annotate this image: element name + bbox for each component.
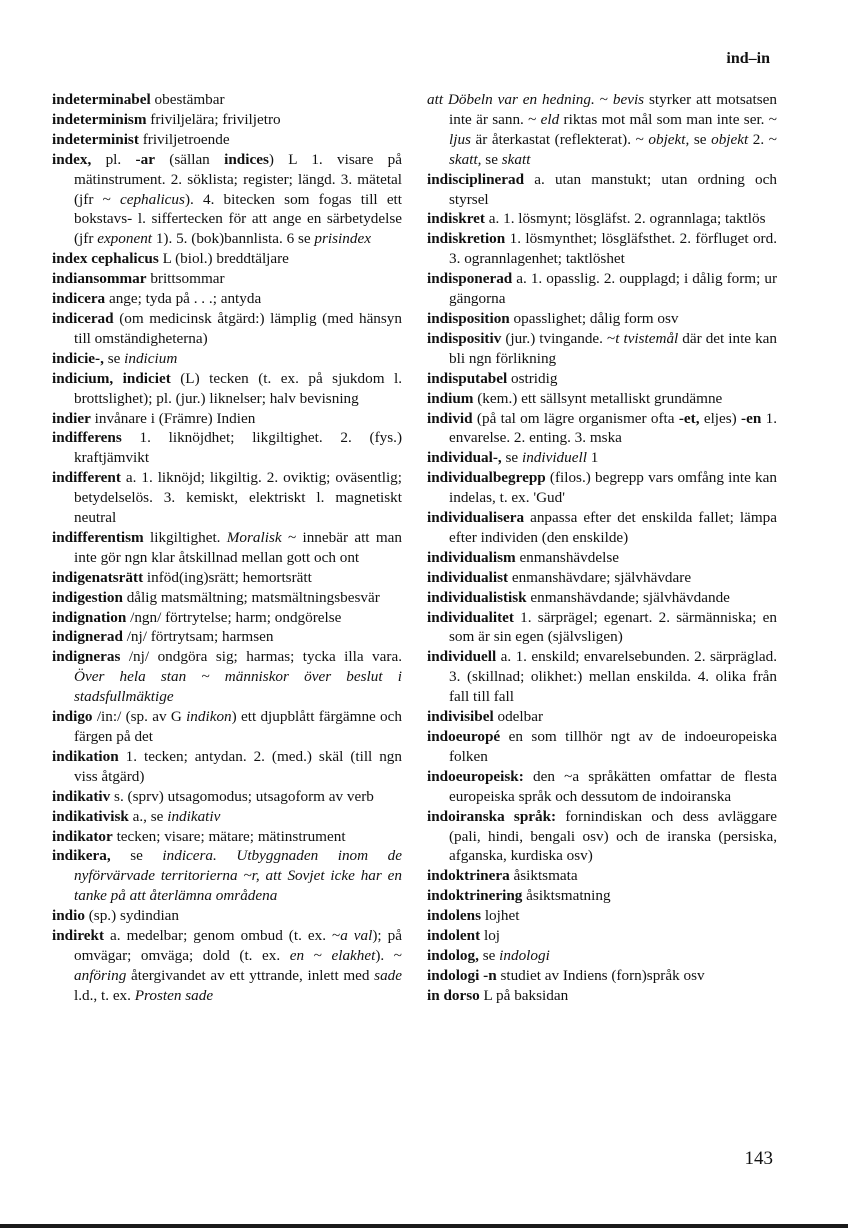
page-number: 143 [744,1148,773,1169]
definition-text: där det inte kan bli ngn förlikning [449,329,777,367]
dictionary-entry [52,608,402,628]
headword: indier [52,409,91,427]
definition-text: 1. särprägel; egenart. 2. särmänniska; en som är sin egen (självsligen) [449,608,777,646]
right-column [427,90,777,1006]
definition-text: enmanshävdelse [515,548,619,566]
italic-text: individuell [521,449,587,467]
definition-text: se [110,847,163,865]
dictionary-entry [52,269,402,289]
headword: indiansommar [52,270,147,288]
dictionary-entry [427,409,777,449]
definition-text: den ~a språkätten omfattar de flesta europeiska språk och dessutom de indoiranska [449,767,777,805]
definition-text: anpassa efter det enskilda fallet; lämpa efter individen (den enskilde) [449,509,777,546]
headword: individualistisk [427,588,527,606]
definition-text: L (biol.) breddtäljare [158,250,289,268]
dictionary-entry [427,966,777,986]
dictionary-entry [427,608,777,648]
dictionary-entry [427,448,777,468]
headword: indignation [52,608,127,626]
definition-text: a. 1. liknöjd; likgiltig. 2. oviktig; oväsentlig; betydelselös. 3. kemiskt, elektriskt l. magnetiskt neutral [74,469,402,527]
dictionary-entry [427,647,777,707]
definition-text: ) ett djupblått färgämne och färgen på det [74,708,402,745]
headword: indiskretion [427,230,506,248]
definition-text: se [501,449,522,467]
italic-text: att Döbeln var en hedning. [427,91,595,108]
italic-text: skatt, [449,150,482,168]
definition-text: ). 4. bitecken som fogas till ett bokstavs- l. siffertecken för att ange en särbetydelse (jfr [74,190,402,248]
definition-text: (filos.) begrepp vars omfång inte kan indelas, t. ex. 'Gud' [449,469,777,507]
dictionary-entry [427,727,777,767]
headword: indolent [427,927,481,945]
dictionary-entry [52,289,402,309]
definition-text: eljes) [699,409,742,427]
headword: indoktrinera [427,867,510,885]
italic-text: indikon [186,708,232,726]
dictionary-entry [427,229,777,269]
headword: indigneras [52,648,121,666]
dictionary-entry [427,389,777,409]
dictionary-entry [427,269,777,309]
italic-text: anföring [74,966,127,984]
definition-text: 2. ~ [748,130,777,148]
definition-text: ~ [304,946,332,964]
italic-text: eld [540,110,560,128]
italic-text: indologi [499,946,550,964]
dictionary-entry [52,747,402,787]
headword: individuell [427,648,497,666]
definition-text: (L) tecken (t. ex. på sjukdom l. brottslighet); pl. (jur.) liknelser; halv bevisning [74,369,402,407]
headword: indisposition [427,309,510,327]
headword: indices [224,150,269,168]
definition-text: likgiltighet. [143,528,227,546]
headword: indologi -n [427,966,497,984]
headword: indigo [52,708,93,726]
definition-text: ~ [594,91,613,108]
definition-text: inföd(ing)srätt; hemortsrätt [143,568,312,586]
dictionary-entry [52,588,402,608]
definition-text: enmanshävdare; självhävdare [508,568,692,586]
definition-text: (kem.) ett sällsynt metalliskt grundämne [473,389,723,407]
dictionary-entry [52,647,402,707]
headword: -en [741,409,762,427]
dictionary-entry [52,369,402,409]
italic-text: indikativ [167,807,221,825]
italic-text: cephalicus [119,190,185,208]
dictionary-entry [52,249,402,269]
dictionary-entry [427,568,777,588]
headword: indoiranska språk: [427,807,557,825]
headword: indifferentism [52,528,144,546]
dictionary-entry [427,90,777,170]
headword: indoeuropeisk: [427,767,524,785]
italic-text: exponent [97,230,153,248]
dictionary-entry [52,827,402,847]
definition-text: 1. lösmynthet; lösgläfsthet. 2. förfluget ord. 3. ogrannlagenhet; taktlöshet [449,230,777,268]
headword: individual-, [427,449,502,467]
headword: indikator [52,827,113,845]
headword: indivisibel [427,708,494,726]
dictionary-entry [427,369,777,389]
headword: -ar [135,150,155,168]
dictionary-entry [52,428,402,468]
dictionary-entry [427,209,777,229]
definition-text: 1. tecken; antydan. 2. (med.) skäl (till ngn viss åtgärd) [74,747,402,785]
definition-text: a. medelbar; genom ombud (t. ex. ~ [104,927,341,945]
dictionary-entry [427,588,777,608]
dictionary-entry [427,906,777,926]
definition-text: se [478,946,500,964]
definition-text: /in:/ (sp. av G [92,708,187,726]
headword: indicerad [52,309,114,327]
definition-text: 1). 5. (bok)bannlista. 6 se [152,230,315,248]
definition-text: riktas mot mål som man inte ser. ~ [559,110,777,128]
headword: indicium, indiciet [52,369,171,387]
definition-text: a. 1. enskild; envarelsebunden. 2. särpräglad. 3. (skillnad; olikhet:) mellan enskilda. 4. olika från fall till fall [449,648,777,706]
headword: indirekt [52,927,105,945]
headword: indoeuropé [427,728,501,745]
bottom-edge [0,1224,848,1228]
headword: indispositiv [427,329,502,347]
dictionary-entry [52,627,402,647]
definition-text: fornindiskan och dess avläggare (pali, hindi, bengali osv) och de iranska (persiska, afganska, kurdiska osv) [449,807,777,865]
headword: indifferent [52,469,121,487]
definition-text: friviljetroende [138,130,230,148]
dictionary-entry [52,528,402,568]
headword: indifferens [52,429,122,447]
definition-text: en som tillhör ngt av de indoeuropeiska folken [449,728,777,765]
headword: individ [427,409,473,427]
italic-text: indicera. Utbyggnaden inom de nyförvärvade territorierna ~r, att Sovjet icke har en tanke på att återlämna områdena [74,847,402,905]
headword: individualbegrepp [427,469,546,487]
dictionary-entry [52,150,402,250]
dictionary-entry [427,767,777,807]
headword: indicie-, [52,349,104,367]
definition-text: /nj/ förtrytsam; harmsen [122,628,274,646]
dictionary-entry [52,807,402,827]
dictionary-entry [427,886,777,906]
dictionary-entry [52,349,402,369]
definition-text: loj [480,927,501,945]
definition-text: opasslighet; dålig form osv [509,309,679,327]
definition-text: a., se [128,807,168,825]
headword: indolog, [427,946,479,964]
italic-text: objekt, [648,130,690,148]
dictionary-entry [427,946,777,966]
definition-text: (på tal om lägre organismer ofta [472,409,679,427]
headword: indikera, [52,847,111,865]
headword: indigestion [52,588,123,606]
dictionary-entry [427,707,777,727]
definition-text: åsiktsmatning [522,887,611,905]
headword: indeterminism [52,110,147,128]
headword: indikativisk [52,807,129,825]
headword: in dorso [427,986,480,1004]
dictionary-entry [52,110,402,130]
dictionary-entry [52,926,402,1006]
definition-text: studiet av Indiens (forn)språk osv [496,966,705,984]
dictionary-entry [427,986,777,1006]
definition-text: ). ~ [375,946,403,964]
headword: indikation [52,747,119,765]
definition-text: s. (sprv) utsagomodus; utsagoform av verb [110,787,374,805]
italic-text: elakhet [331,946,376,964]
definition-text: /nj/ ondgöra sig; harmas; tycka illa vara. [120,648,402,666]
italic-text: objekt [711,130,749,148]
definition-text: enmanshävdande; självhävdande [526,588,730,606]
dictionary-entry [52,906,402,926]
headword: individualist [427,568,509,586]
definition-text: (om medicinsk åtgärd:) lämplig (med hänsyn till omständigheterna) [74,309,402,347]
italic-text: bevis [612,91,645,108]
definition-text: lojhet [481,907,520,925]
left-column [52,90,402,1006]
italic-text: skatt [501,150,531,168]
dictionary-entry [427,866,777,886]
dictionary-entry [52,707,402,747]
definition-text: l.d., t. ex. [74,986,135,1004]
definition-text: se [689,130,712,148]
dictionary-entry [427,508,777,548]
dictionary-entry [427,926,777,946]
italic-text: en [289,946,305,964]
dictionary-entry [52,568,402,588]
definition-text: styrker att motsatsen inte är sann. ~ [449,91,777,128]
definition-text: åsiktsmata [509,867,578,885]
dictionary-entry [427,807,777,867]
definition-text: friviljelära; friviljetro [146,110,281,128]
definition-text: se [103,349,125,367]
headword: indicera [52,290,106,308]
headword: individualitet [427,608,514,626]
definition-text: ) L 1. visare på mätinstrument. 2. söklista; register; längd. 3. mätetal (jfr ~ [74,150,402,208]
definition-text: a. utan manstukt; utan ordning och styrsel [449,170,777,208]
dictionary-entry [52,787,402,807]
italic-text: sade [374,966,402,984]
definition-text: obestämbar [150,91,225,108]
definition-text: dålig matsmältning; matsmältningsbesvär [122,588,380,606]
headword: indeterminist [52,130,139,148]
italic-text: indicium [124,349,178,367]
definition-text: ange; tyda på . . .; antyda [105,290,262,308]
headword: indoktrinering [427,887,523,905]
headword: index cephalicus [52,250,159,268]
italic-text: a val [340,927,373,945]
dictionary-entry [427,309,777,329]
headword: indio [52,907,85,925]
italic-text: Prosten sade [134,986,214,1004]
headword: indium [427,389,474,407]
headword: individualisera [427,509,525,527]
definition-text: odelbar [493,708,544,726]
headword: indiskret [427,210,485,228]
definition-text: pl. [91,150,136,168]
definition-text: 1 [586,449,599,467]
italic-text: Moralisk [226,528,282,546]
dictionary-entry [52,409,402,429]
definition-text: tecken; visare; mätare; mätinstrument [112,827,346,845]
dictionary-entry [427,329,777,369]
headword: indolens [427,907,482,925]
headword: indeterminabel [52,91,151,108]
headword: indikativ [52,787,111,805]
headword: individualism [427,548,516,566]
headword: indignerad [52,628,123,646]
definition-text: (sällan [154,150,225,168]
definition-text: (jur.) tvingande. ~ [501,329,616,347]
definition-text: 1. envarelse. 2. enting. 3. mska [449,409,778,447]
dictionary-entry [52,309,402,349]
dictionary-entry [427,548,777,568]
italic-text: t tvistemål [615,329,679,347]
italic-text: Över hela stan ~ människor över beslut i stadsfullmäktige [74,668,402,706]
definition-text: /ngn/ förtrytelse; harm; ondgörelse [126,608,342,626]
definition-text: se [481,150,502,168]
headword: indigenatsrätt [52,568,144,586]
running-head: ind–in [726,50,770,67]
dictionary-entry [52,468,402,528]
dictionary-entry [52,846,402,906]
definition-text: brittsommar [146,270,225,288]
definition-text: (sp.) sydindian [84,907,180,925]
italic-text: prisindex [314,230,371,248]
headword: -et, [678,409,700,427]
definition-text: är återkastat (reflekterat). ~ [470,130,649,148]
dictionary-entry [427,468,777,508]
definition-text: återgivandet av ett yttrande, inlett med [126,966,375,984]
headword: indisputabel [427,369,508,387]
italic-text: ljus [449,130,471,148]
definition-text: a. 1. lösmynt; lösgläfst. 2. ogrannlaga; taktlös [484,210,766,228]
dictionary-entry [52,130,402,150]
definition-text: a. 1. opasslig. 2. oupplagd; i dålig form; ur gängorna [449,270,777,308]
definition-text: L på baksidan [479,986,569,1004]
definition-text: invånare i (Främre) Indien [90,409,256,427]
definition-text: ostridig [507,369,558,387]
definition-text: ); på omvägar; omväga; dold (t. ex. [74,927,402,964]
dictionary-entry [427,170,777,210]
headword: indisciplinerad [427,170,525,188]
definition-text: 1. liknöjdhet; likgiltighet. 2. (fys.) kraftjämvikt [74,429,402,467]
headword: index, [52,150,92,168]
definition-text: ~ innebär att man inte gör ngn klar åtskillnad mellan gott och ont [74,528,402,566]
headword: indisponerad [427,270,513,288]
dictionary-entry [52,90,402,110]
